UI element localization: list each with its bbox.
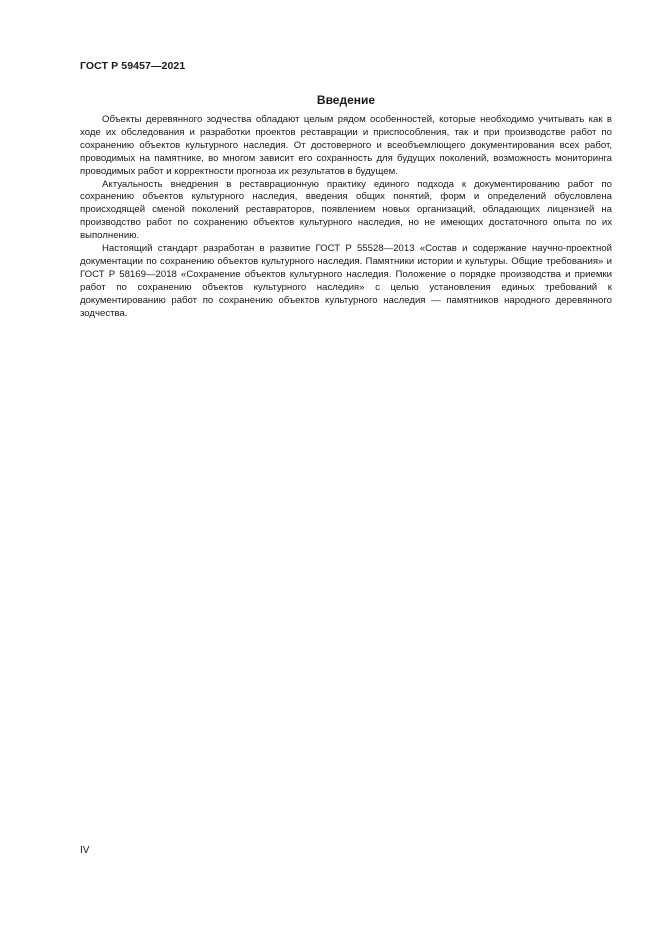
- paragraph-2: Актуальность внедрения в реставрационную практику единого подхода к документированию работ по сохранению объектов культурного наследия, введения общих понятий, форм и определений обусловлена происходящей сменой поколений реставраторов, появлением новых организаций, обладающих лицензией на производство работ по сохранению объектов культурного наследия, но не имеющих достаточного опыта по их выполнению.: [80, 178, 612, 242]
- section-title: Введение: [316, 93, 376, 107]
- paragraph-3: Настоящий стандарт разработан в развитие ГОСТ Р 55528—2013 «Состав и содержание научно-проектной документации по сохранению объектов культурного наследия. Памятники истории и культуры. Общие требования» и ГОСТ Р 58169—2018 «Сохранение объектов культурного наследия. Положение о порядке производства и приемки работ по сохранению объектов культурного наследия» с целью установления единых требований к документированию работ по сохранению объектов культурного наследия — памятников народного деревянного зодчества.: [80, 243, 612, 319]
- paragraph-1: Объекты деревянного зодчества обладают целым рядом особенностей, которые необходимо учитывать как в ходе их обследования и разработки проектов реставрации и приспособления, так и при производстве работ по сохранению объектов культурного наследия. От достоверного и всеобъемлющего документирования всех работ, проводимых на памятнике, во многом зависит его сохранность для будущих поколений, возможность мониторинга проводимых работ и корректности прогноза их результатов в будущем.: [80, 114, 612, 177]
- document-code: ГОСТ Р 59457—2021: [80, 60, 186, 72]
- page-number: IV: [80, 845, 90, 856]
- section-body: [80, 114, 612, 321]
